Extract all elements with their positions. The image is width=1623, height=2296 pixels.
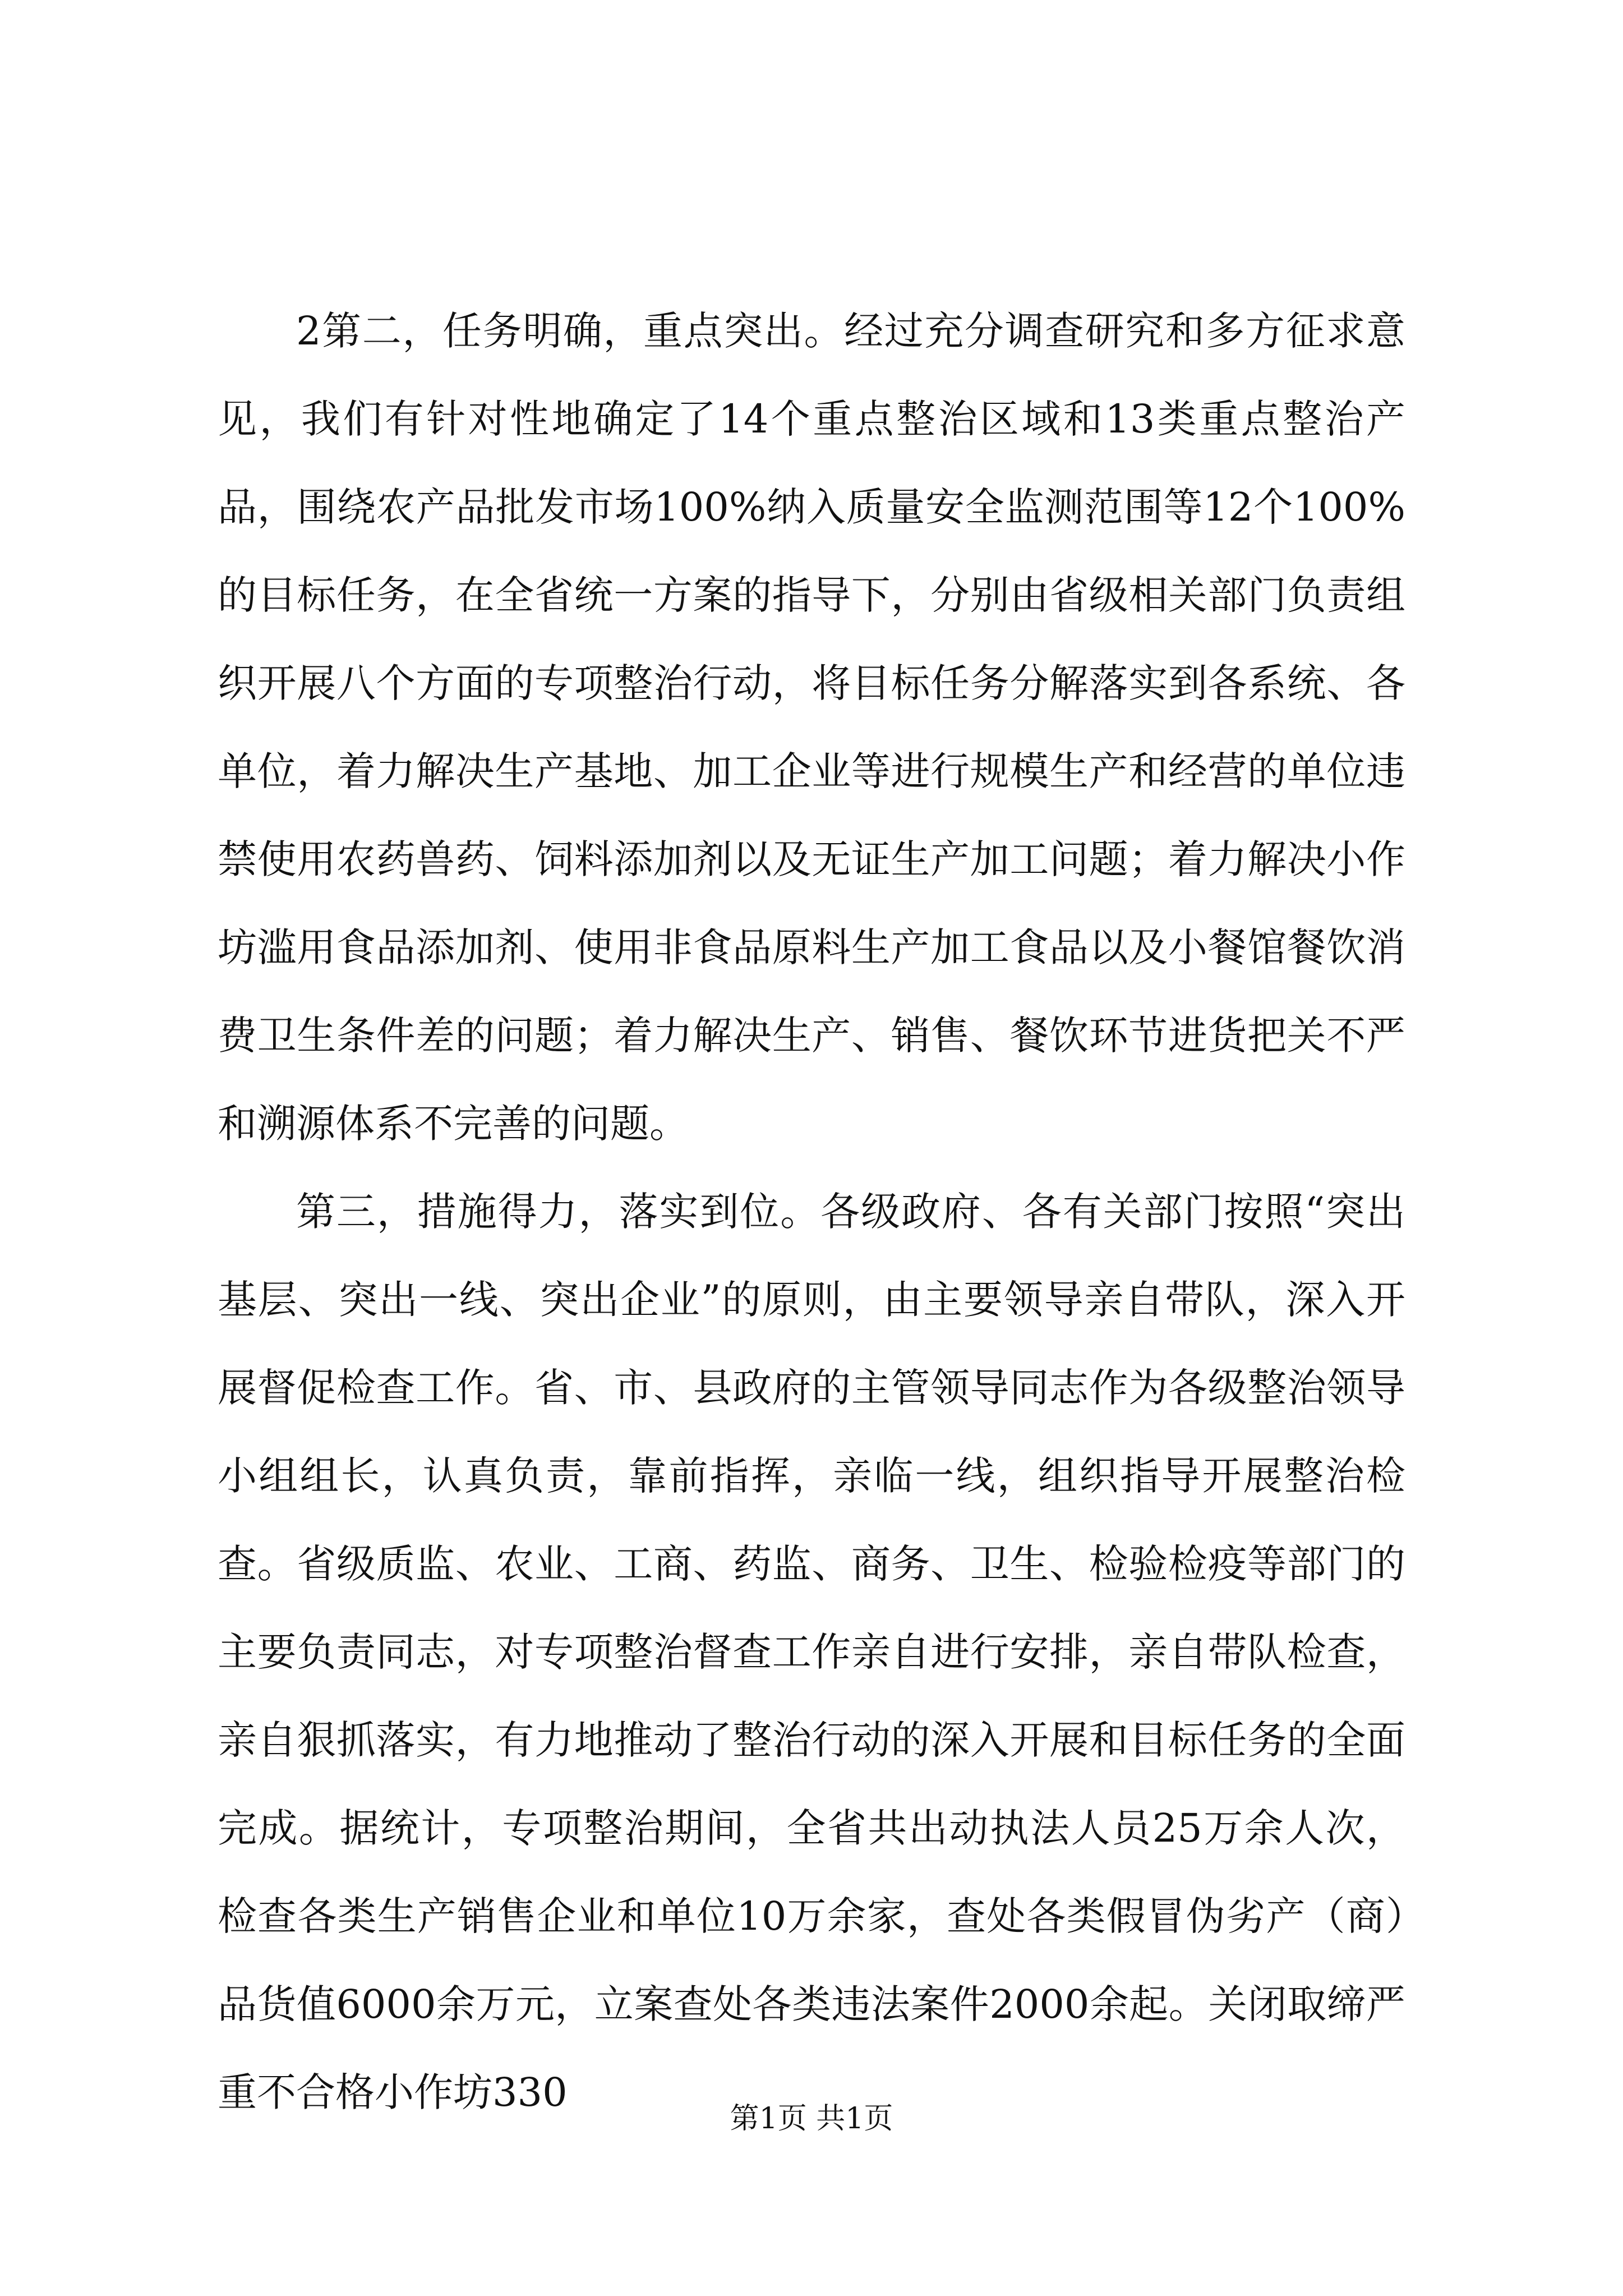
paragraph-measures: 第三，措施得力，落实到位。各级政府、各有关部门按照“突出基层、突出一线、突出企业”的原则，由主要领导亲自带队，深入开展督促检查工作。省、市、县政府的主管领导同志作为各级整治领导小组组长，认真负责，靠前指挥，亲临一线，组织指导开展整治检查。省级质监、农业、工商、药监、商务、卫生、检验检疫等部门的主要负责同志，对专项整治督查工作亲自进行安排，亲自带队检查，亲自狠抓落实，有力地推动了整治行动的深入开展和目标任务的全面完成。据统计，专项整治期间，全省共出动执法人员25万余人次，检查各类生产销售企业和单位10万余家，查处各类假冒伪劣产（商）品货值6000余万元，立案查处各类违法案件2000余起。关闭取缔严重不合格小作坊330 [218,1189,1405,2115]
document-body [218,287,1405,2137]
paragraph-task-focus: 2第二，任务明确，重点突出。经过充分调查研究和多方征求意见，我们有针对性地确定了14个重点整治区域和13类重点整治产品，围绕农产品批发市场100%纳入质量安全监测范围等12个100%的目标任务，在全省统一方案的指导下，分别由省级相关部门负责组织开展八个方面的专项整治行动，将目标任务分解落实到各系统、各单位，着力解决生产基地、加工企业等进行规模生产和经营的单位违禁使用农药兽药、饲料添加剂以及无证生产加工问题；着力解决小作坊滥用食品添加剂、使用非食品原料生产加工食品以及小餐馆餐饮消费卫生条件差的问题；着力解决生产、销售、餐饮环节进货把关不严和溯源体系不完善的问题。 [218,308,1405,1147]
page-footer: 第1页 共1页 [730,2102,893,2136]
